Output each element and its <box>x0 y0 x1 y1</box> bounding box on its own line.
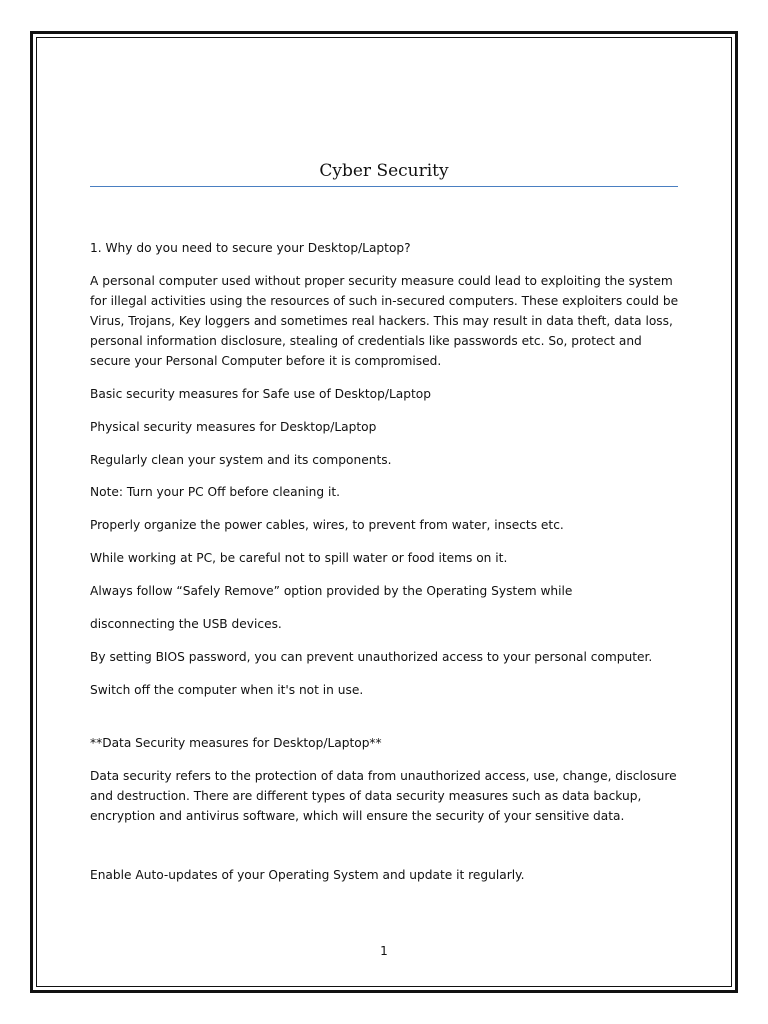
title-underline <box>90 186 678 187</box>
basic-measures-heading: Basic security measures for Safe use of Desktop/Laptop <box>90 386 431 401</box>
organize-cables-line: Properly organize the power cables, wires, to prevent from water, insects etc. <box>90 518 564 533</box>
disconnect-usb-line: disconnecting the USB devices. <box>90 617 282 632</box>
page-number: 1 <box>380 944 388 958</box>
auto-updates-line: Enable Auto-updates of your Operating System and update it regularly. <box>90 868 525 883</box>
bios-password-line: By setting BIOS password, you can prevent unauthorized access to your personal computer. <box>90 649 653 664</box>
safely-remove-line: Always follow “Safely Remove” option provided by the Operating System while <box>90 584 573 599</box>
intro-paragraph: A personal computer used without proper security measure could lead to exploiting the system for illegal activities using the resources of such in-secured computers. These exploiters could be Virus, Trojans, Key loggers and sometimes real hackers. This may result in data theft, data loss, personal information disclosure, stealing of credentials like passwords etc. So, protect and secure your Personal Computer before it is compromised. <box>90 273 679 368</box>
spacer <box>90 838 682 865</box>
document-body <box>90 238 682 898</box>
spacer <box>90 713 682 733</box>
physical-measures-heading: Physical security measures for Desktop/Laptop <box>90 419 377 434</box>
data-security-paragraph: Data security refers to the protection of data from unauthorized access, use, change, disclosure and destruction. There are different types of data security measures such as data backup, encryption and antivirus software, which will ensure the security of your sensitive data. <box>90 768 677 823</box>
note-line: Note: Turn your PC Off before cleaning it. <box>90 485 341 500</box>
spill-warning-line: While working at PC, be careful not to spill water or food items on it. <box>90 551 508 566</box>
document-title: Cyber Security <box>319 161 449 181</box>
switch-off-line: Switch off the computer when it's not in use. <box>90 682 364 697</box>
data-security-heading: **Data Security measures for Desktop/Laptop** <box>90 735 382 750</box>
clean-system-line: Regularly clean your system and its components. <box>90 452 392 467</box>
question-heading: 1. Why do you need to secure your Desktop/Laptop? <box>90 241 411 255</box>
